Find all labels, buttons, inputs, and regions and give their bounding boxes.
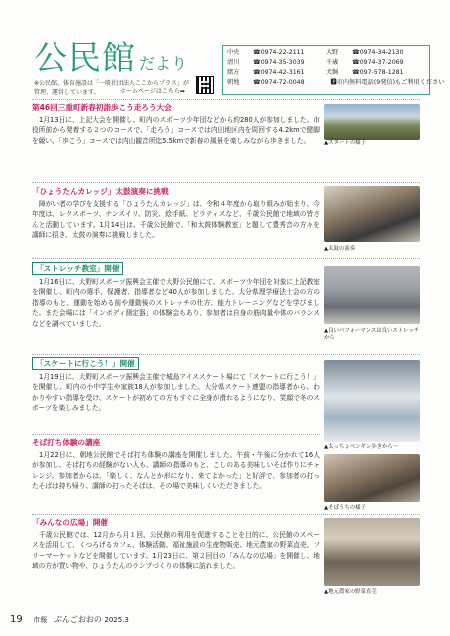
photo-caption: ▲良いパフォーマンスは良いストレッチから: [324, 328, 420, 341]
photo-caption: ▲スタートの様子: [324, 140, 366, 146]
issue-date: 2025.3: [104, 616, 129, 624]
contact-row: 清川 ☎0974-35-3039 千歳 ☎0974-37-2069: [227, 59, 404, 66]
publication-name: ぶんごおおの: [53, 615, 102, 624]
photo-caption: ▲そばうちの様子: [324, 505, 366, 511]
photo-start: [324, 104, 420, 140]
contact-row: 中央 ☎0974-22-2111 大野 ☎0974-34-2130: [227, 49, 404, 56]
photo-skate: [324, 360, 420, 442]
footer-label: 市報: [33, 616, 48, 624]
article-title: 「みんなの広場」開催: [32, 518, 108, 527]
article-title: そば打ち体験の講座: [32, 438, 101, 447]
article-body: 1月13日に、上記大会を開催し、町内のスポーツ少年団などから約280人が参加しました。市役所前から発着する２つのコースで、「走ろう」コースでは内田地区内を周回する4.2kmで健脚を競い、「歩こう」コースでは内山観音所迄5.5kmで新春の風景を楽しみながら歩きました。: [32, 116, 320, 145]
article-title: 「ストレッチ教室」開催: [32, 262, 420, 275]
photo-caption: ▲地元農家の野菜直売: [324, 589, 377, 595]
article-body: 千歳公民館では、12月から月１回、公民館の利用を促進することを目的に、公民館のスペースを活用して、くつろげるカフェ、体験活動、福祉施設の生産物販売、地元農家の野菜直売、フリーマーケットなどを開催しています。1月23日に、第２回目の「みんなの広場」を開催し、地域の方が買い物や、ひょうたんのランプづくりの体験に訪れました。: [32, 531, 320, 571]
article-title: 第46回三重町新春初詣歩こう走ろう大会: [32, 103, 172, 112]
free-call-note: 🅿市内無料電話(9発信)もご利用ください: [330, 79, 445, 86]
photo-stretch: [324, 266, 420, 324]
photo-taiko: [324, 186, 420, 242]
article-body: 障がい者の学びを支援する「ひょうたんカレッジ」は、令和４年度から取り組みが始まり、今年度は、レクスポーツ、ナンスイリ、防災、絵手紙、ピラティスなど、千歳公民館で地域の皆さんと活動しています。1月14日は、千歳公民館で、「和太鼓体験教室」と題して豊秀音の方々を講師に招き、太鼓の演奏に挑戦しました。: [32, 200, 320, 240]
article-body: 1月19日に、大野町スポーツ振興会主催で城島アイススケート場にて「スケートに行こう！」を開催し、町内の小中学生や家族18人が参加しました。大分県スケート連盟の指導者から、わかりやすい指導を受け、スケートが初めての方もすぐに全身が滑れるようになり、笑顔で冬のスポーツを楽しみました。: [32, 373, 320, 413]
management-note: ※公民館、体育施設は「一般社団法人ここからプラス」が管理、運営しています。: [34, 80, 189, 96]
photo-soba: [324, 454, 420, 502]
photo-caption: ▲太鼓の演奏: [324, 246, 356, 252]
photo-caption: ▲太っちょペンギン歩きから～: [324, 444, 399, 450]
contact-row: 緒方 ☎0974-42-3161 犬飼 ☎097-578-1281: [227, 69, 404, 76]
contact-row: 朝地 ☎0974-72-0048 🅿市内無料電話(9発信)もご利用ください: [227, 79, 445, 86]
homepage-link[interactable]: ホームページはこちら➡: [120, 88, 185, 95]
article-title: 「ひょうたんカレッジ」太鼓演奏に挑戦: [32, 187, 169, 196]
article-title: 「スケートに行こう！」開催: [32, 357, 420, 370]
contact-box: [222, 45, 445, 95]
page-number: 19: [10, 614, 23, 625]
page-footer: [10, 614, 133, 625]
photo-farm-stand: [324, 518, 420, 586]
article-body: 1月16日に、大野町スポーツ振興会主催で大野公民館にて、スポーツ少年団を対象に上記教室を開催し、町内の選手、保護者、指導者など40人が参加しました。大分県理学療法士会の方の指導のもと、運動を始める前や運動後のストレッチの仕方、能力トレーニングなどを学びました。また会場には「インボディ測定器」の体験会もあり、参加者は自身の筋肉量や体のバランスなどを調べていました。: [32, 278, 320, 328]
page-title: 公民館 だより: [34, 38, 188, 77]
qr-code-icon[interactable]: [196, 76, 214, 94]
article-body: 1月22日に、朝地公民館でそば打ち体験の講座を開催しました。午前・午後に分かれて16人が参加し、そば打ちの経験がない人も、講師の指導のもと、こしのある美味しいそば作りにチャレンジ。参加者からは、「楽しく、なんとか形になり、来てよかった」と好評で、参加者の打ったそばは持ち帰り、講師の打ったそばは、その場で美味しくいただきました。: [32, 451, 320, 491]
